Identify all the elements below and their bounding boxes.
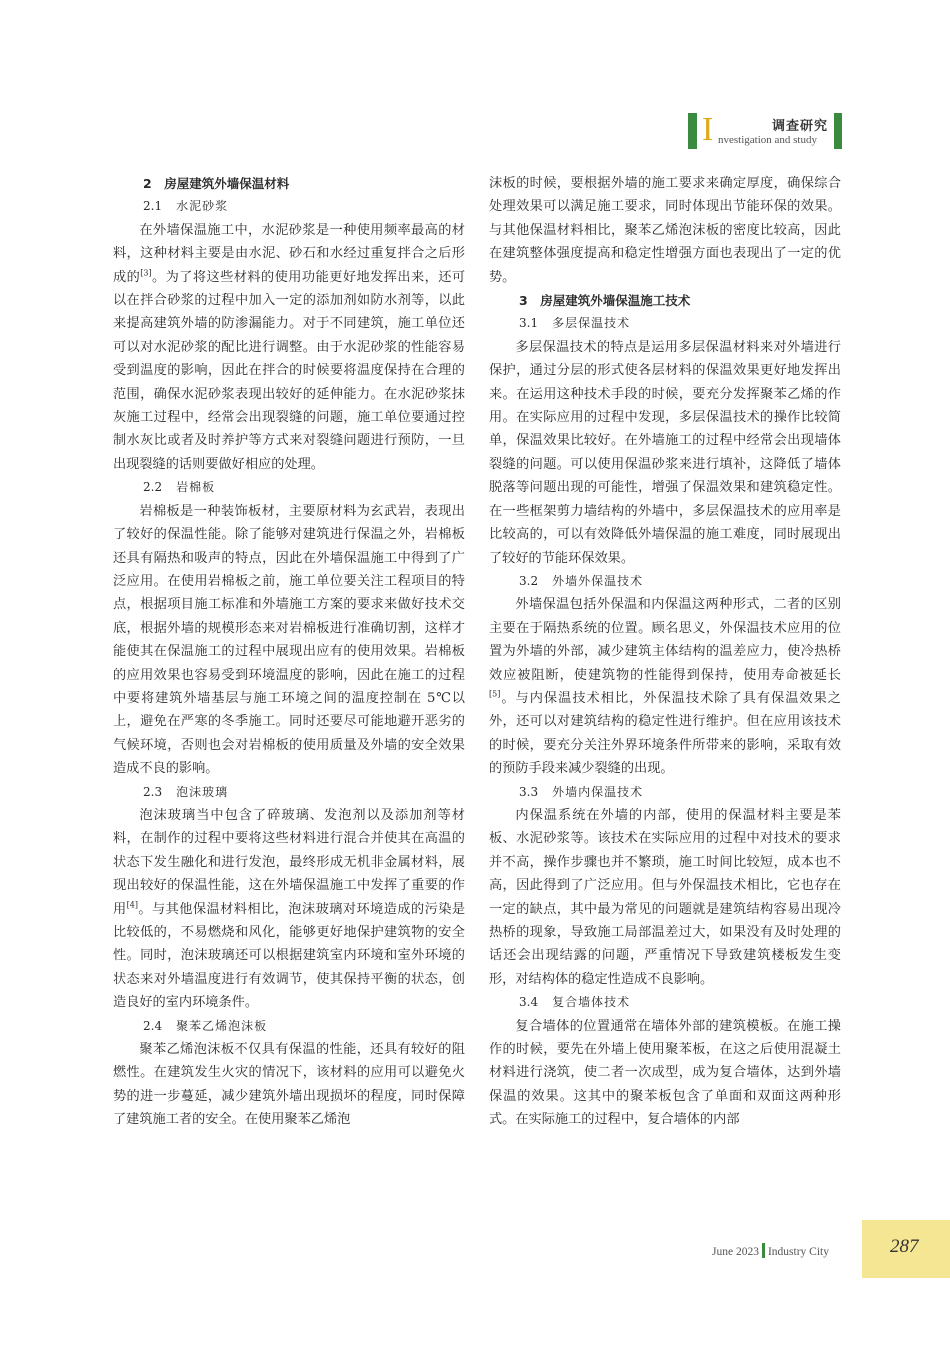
subsection-heading-3-3 — [519, 781, 841, 804]
paragraph-2-3 — [113, 804, 465, 1015]
subsection-number: 2.4 — [143, 1018, 163, 1033]
footer-date: June 2023 — [712, 1246, 759, 1258]
section-heading-3: 3 房屋建筑外墙保温施工技术 — [519, 293, 691, 309]
citation-ref: [5] — [489, 689, 501, 699]
subsection-title: 泡沫玻璃 — [176, 784, 229, 799]
paragraph-3-1: 多层保温技术的特点是运用多层保温材料来对外墙进行保护，通过分层的形式使各层材料的保温效果更好地发挥出来。在运用这种技术手段的时候，要充分发挥聚苯乙烯的作用。在实际应用的过程中发现，多层保温技术的操作比较简单，保温效果比较好。在外墙施工的过程中经常会出现墙体裂缝的问题。可以使用保温砂浆来进行填补，这降低了墙体脱落等问题出现的可能性，增强了保温效果和建筑稳定性。在一些框架剪力墙结构的外墙中，多层保温技术的应用率是比较高的，可以有效降低外墙保温的施工难度，同时展现出了较好的节能环保效果。 — [489, 339, 841, 566]
header-initial: I — [702, 111, 714, 148]
subsection-number: 2.1 — [143, 199, 163, 214]
citation-ref: [4] — [126, 900, 138, 910]
subsection-title: 外墙外保温技术 — [552, 573, 644, 588]
subsection-heading-2-3 — [143, 781, 465, 804]
paragraph-3-4: 复合墙体的位置通常在墙体外部的建筑模板。在施工操作的时候，要先在外墙上使用聚苯板，在这之后使用混凝土材料进行浇筑，使二者一次成型，成为复合墙体，达到外墙保温的效果。这其中的聚苯板包含了单面和双面这两种形式。在实际施工的过程中，复合墙体的内部 — [489, 1018, 841, 1128]
left-column — [113, 172, 465, 1132]
subsection-heading-2-2 — [143, 476, 465, 499]
paragraph-text: 外墙保温包括外保温和内保温这两种形式，二者的区别主要在于隔热系统的位置。顾名思义，外保温技术应用的位置为外墙的外部，减少建筑主体结构的温差应力，使冷热桥效应被阻断，使建筑物的性能得到保持，使用寿命被延长 — [489, 597, 841, 683]
section-title-en: nvestigation and study — [718, 134, 817, 146]
paragraph-text: 。与内保温技术相比，外保温技术除了具有保温效果之外，还可以对建筑结构的稳定性进行维护。但在应用该技术的时候，要充分关注外界环境条件所带来的影响，采取有效的预防手段来减少裂缝的出现。 — [489, 690, 841, 777]
header-green-bar-left — [688, 113, 697, 149]
paragraph-3-2 — [489, 593, 841, 780]
header-green-bar-right — [834, 113, 842, 149]
subsection-number: 3.1 — [519, 316, 539, 331]
page-number: 287 — [890, 1236, 919, 1257]
footer-journal-info — [712, 1243, 829, 1258]
citation-ref: [3] — [140, 268, 152, 278]
subsection-heading-3-4 — [519, 991, 841, 1014]
paragraph-text: 。与其他保温材料相比，泡沫玻璃对环境造成的污染是比较低的，不易燃烧和风化，能够更好地保护建筑物的安全性。同时，泡沫玻璃还可以根据建筑室内环境和室外环境的状态来对外墙温度进行有效调节，使其保持平衡的状态，创造良好的室内环境条件。 — [113, 901, 466, 1011]
right-column — [489, 172, 841, 1132]
paragraph-2-2: 岩棉板是一种装饰板材，主要原材料为玄武岩，表现出了较好的保温性能。除了能够对建筑进行保温之外，岩棉板还具有隔热和吸声的特点，因此在外墙保温施工中得到了广泛应用。在使用岩棉板之前，施工单位要关注工程项目的特点，根据项目施工标准和外墙施工方案的要求来做好技术交底，根据外墙的规模形态来对岩棉板进行准确切割，这样才能使其在保温施工的过程中展现出应有的使用效果。岩棉板的应用效果也容易受到环境温度的影响，因此在施工的过程中要将建筑外墙基层与施工环境之间的温度控制在 5℃以上，避免在严寒的冬季施工。同时还要尽可能地避开恶劣的气候环境，否则也会对岩棉板的使用质量及外墙的安全效果造成不良的影响。 — [113, 503, 465, 777]
paragraph-2-4-continued: 沫板的时候，要根据外墙的施工要求来确定厚度，确保综合处理效果可以满足施工要求，同时体现出节能环保的效果。与其他保温材料相比，聚苯乙烯泡沫板的密度比较高，因此在建筑整体强度提高和稳定性增强方面也表现出了一定的优势。 — [489, 176, 841, 285]
page-number-box — [862, 1220, 950, 1278]
subsection-number: 2.2 — [143, 480, 163, 495]
footer-journal-name: Industry City — [767, 1246, 829, 1258]
subsection-number: 2.3 — [143, 784, 163, 799]
section-title-zh: 调查研究 — [771, 119, 828, 134]
subsection-number: 3.4 — [519, 995, 539, 1010]
paragraph-3-3: 内保温系统在外墙的内部，使用的保温材料主要是苯板、水泥砂浆等。该技术在实际应用的过程中对技术的要求并不高，操作步骤也并不繁琐，施工时间比较短，成本也不高，因此得到了广泛应用。但与外保温技术相比，它也存在一定的缺点，其中最为常见的问题就是建筑结构容易出现冷热桥的现象，导致施工局部温差过大，如果没有及时处理的话还会出现结露的问题，严重情况下导致建筑楼板发生变形，对结构体的稳定性造成不良影响。 — [489, 807, 841, 987]
subsection-title: 多层保温技术 — [552, 316, 631, 331]
subsection-title: 复合墙体技术 — [552, 995, 631, 1010]
footer-separator — [762, 1243, 765, 1258]
section-heading-2: 2 房屋建筑外墙保温材料 — [143, 176, 290, 191]
subsection-heading-3-2 — [519, 570, 841, 593]
subsection-title: 聚苯乙烯泡沫板 — [176, 1018, 268, 1033]
subsection-title: 外墙内保温技术 — [552, 784, 644, 799]
paragraph-2-4: 聚苯乙烯泡沫板不仅具有保温的性能，还具有较好的阻燃性。在建筑发生火灾的情况下，该材料的应用可以避免火势的进一步蔓延，减少建筑外墙出现损坏的程度，同时保障了建筑施工者的安全。在使用聚苯乙烯泡 — [113, 1042, 465, 1128]
paragraph-text: 。为了将这些材料的使用功能更好地发挥出来，还可以在拌合砂浆的过程中加入一定的添加剂如防水剂等，以此来提高建筑外墙的防渗漏能力。对于不同建筑，施工单位还可以对水泥砂浆的配比进行调整。由于水泥砂浆的性能容易受到温度的影响，因此在拌合的时候要将温度保持在合理的范围，确保水泥砂浆表现出较好的延伸能力。在水泥砂浆抹灰施工过程中，经常会出现裂缝的问题，施工单位要通过控制水灰比或者及时养护等方式来对裂缝问题进行预防，一旦出现裂缝的话则要做好相应的处理。 — [113, 269, 466, 472]
subsection-number: 3.3 — [519, 784, 539, 799]
subsection-heading-3-1 — [519, 312, 841, 335]
paragraph-text: 泡沫玻璃当中包含了碎玻璃、发泡剂以及添加剂等材料，在制作的过程中要将这些材料进行混合并使其在高温的状态下发生融化和进行发泡，最终形成无机非金属材料，展现出较好的保温性能，这在外墙保温施工中发挥了重要的作用 — [113, 807, 465, 917]
subsection-heading-2-1 — [143, 195, 465, 218]
paragraph-text: 在外墙保温施工中，水泥砂浆是一种使用频率最高的材料，这种材料主要是由水泥、砂石和水经过重复拌合之后形成的 — [113, 222, 465, 285]
subsection-title: 岩棉板 — [176, 480, 216, 495]
paragraph-2-1 — [113, 219, 465, 476]
journal-header — [688, 113, 848, 151]
subsection-heading-2-4 — [143, 1015, 465, 1038]
subsection-title: 水泥砂浆 — [176, 199, 229, 214]
subsection-number: 3.2 — [519, 573, 539, 588]
